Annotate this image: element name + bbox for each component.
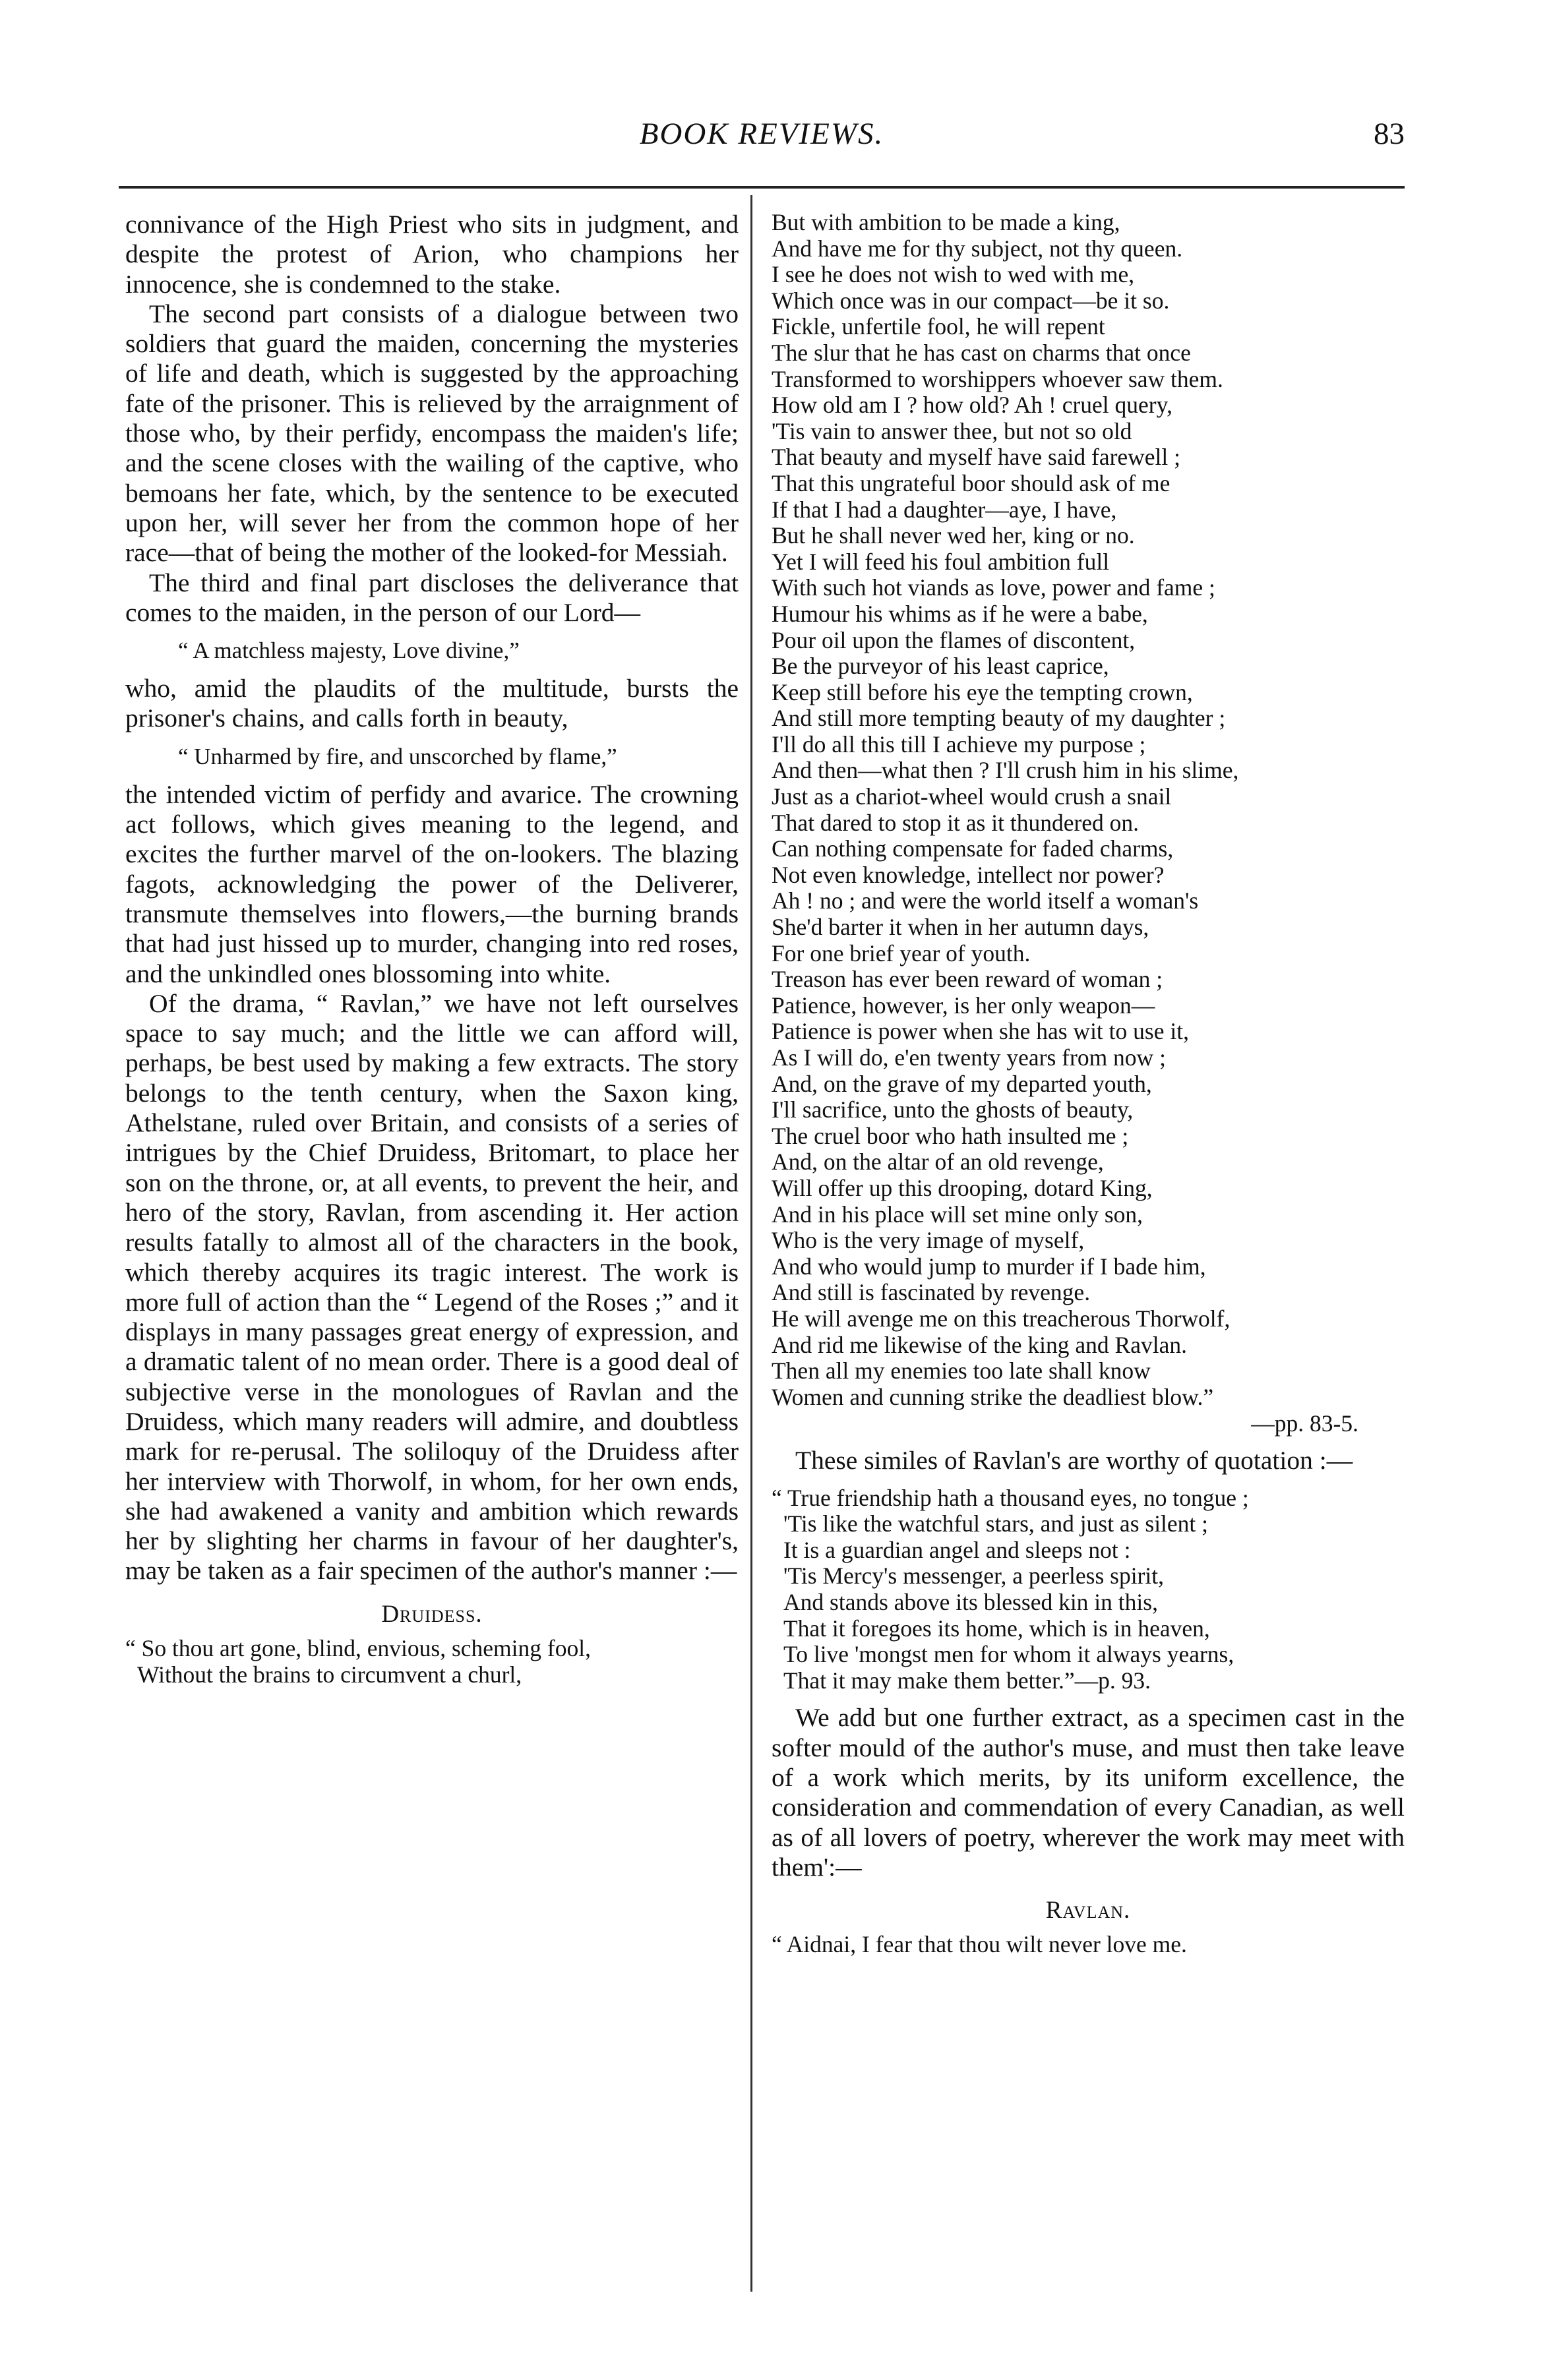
section-heading: Ravlan. <box>1045 1897 1131 1924</box>
section-heading: Druidess. <box>381 1600 483 1628</box>
verse-line: That it may make them better.”—p. 93. <box>783 1667 1151 1694</box>
verse-block <box>772 1932 1405 1958</box>
verse-line: Pour oil upon the flames of discontent, <box>772 626 1136 653</box>
verse-block <box>772 1485 1405 1694</box>
verse-line: Then all my enemies too late shall know <box>772 1357 1151 1384</box>
verse-line: Just as a chariot-wheel would crush a snail <box>772 783 1172 810</box>
verse-line: With such hot viands as love, power and fame ; <box>772 574 1215 601</box>
verse-line: And in his place will set mine only son, <box>772 1201 1143 1228</box>
verse-line: Patience is power when she has wit to use it, <box>772 1018 1189 1045</box>
verse-line: How old am I ? how old? Ah ! cruel query, <box>772 392 1172 419</box>
verse-line: Keep still before his eye the tempting crown, <box>772 678 1193 705</box>
verse-line: To live 'mongst men for whom it always yearns, <box>783 1641 1234 1668</box>
verse-line: That beauty and myself have said farewell ; <box>772 444 1181 471</box>
verse-line: If that I had a daughter—aye, I have, <box>772 496 1117 523</box>
left-column <box>125 210 739 1688</box>
verse-line: It is a guardian angel and sleeps not : <box>783 1536 1131 1563</box>
paragraph: The third and final part discloses the deliverance that comes to the maiden, in the person of our Lord— <box>125 568 739 627</box>
column-divider <box>750 195 752 2292</box>
verse-line: Patience, however, is her only weapon— <box>772 992 1155 1019</box>
verse-line: Treason has ever been reward of woman ; <box>772 966 1163 993</box>
verse-line: But with ambition to be made a king, <box>772 209 1120 235</box>
verse-line: And stands above its blessed kin in this, <box>783 1588 1158 1615</box>
verse-line: Be the purveyor of his least caprice, <box>772 653 1109 680</box>
verse-line: That dared to stop it as it thundered on. <box>772 809 1140 836</box>
verse-line: Transformed to worshippers whoever saw them. <box>772 365 1223 392</box>
verse-line: Yet I will feed his foul ambition full <box>772 548 1110 575</box>
verse-line: And still more tempting beauty of my daughter ; <box>772 705 1226 732</box>
verse-line: Fickle, unfertile fool, he will repent <box>772 313 1105 340</box>
verse-block <box>125 1636 739 1688</box>
verse-line: For one brief year of youth. <box>772 939 1031 967</box>
verse-line: And still is fascinated by revenge. <box>772 1279 1091 1306</box>
verse-line: I'll do all this till I achieve my purpose ; <box>772 730 1146 758</box>
verse-line: Humour his whims as if he were a babe, <box>772 600 1148 627</box>
verse-line: And have me for thy subject, not thy queen. <box>772 235 1183 262</box>
verse-line: And who would jump to murder if I bade him, <box>772 1253 1206 1280</box>
header-rule <box>119 186 1405 189</box>
verse-line: That this ungrateful boor should ask of me <box>772 469 1171 496</box>
verse-line: That it foregoes its home, which is in heaven, <box>783 1615 1210 1642</box>
paragraph: These similes of Ravlan's are worthy of quotation :— <box>795 1446 1353 1475</box>
verse-line: “ Aidnai, I fear that thou wilt never love me. <box>772 1931 1187 1958</box>
running-title: BOOK REVIEWS. <box>639 117 884 151</box>
verse-line: 'Tis vain to answer thee, but not so old <box>772 417 1132 444</box>
verse-line: The cruel boor who hath insulted me ; <box>772 1122 1129 1149</box>
verse-line: He will avenge me on this treacherous Thorwolf, <box>772 1305 1231 1332</box>
verse-line: I see he does not wish to wed with me, <box>772 261 1135 288</box>
verse-line: I'll sacrifice, unto the ghosts of beauty, <box>772 1096 1134 1123</box>
verse-line: Ah ! no ; and were the world itself a woman's <box>772 887 1199 914</box>
verse-line: Can nothing compensate for faded charms, <box>772 835 1174 862</box>
verse-line: And then—what then ? I'll crush him in his slime, <box>772 757 1239 784</box>
verse-line: Which once was in our compact—be it so. <box>772 287 1170 314</box>
paragraph: The second part consists of a dialogue between two soldiers that guard the maiden, concerning the mysteries of life and death, which is suggested by the approaching fate of the prisoner. This is relieved by the arraignment of those who, by their perfidy, encompass the maiden's life; and the scene closes with the wailing of the captive, who bemoans her fate, which, by the sentence to be executed upon her, will sever her from the common hope of her race—that of being the mother of the looked-for Messiah. <box>125 299 739 568</box>
verse-block <box>772 210 1405 1410</box>
verse-line: Who is the very image of myself, <box>772 1227 1085 1254</box>
verse-line: Women and cunning strike the deadliest blow.” <box>772 1383 1214 1410</box>
verse-line: 'Tis Mercy's messenger, a peerless spirit, <box>783 1562 1164 1590</box>
paragraph: the intended victim of perfidy and avarice. The crowning act follows, which gives meaning to the legend, and excites the further marvel of the on-lookers. The blazing fagots, acknowledging the power of the Deliverer, transmute themselves into flowers,—the burning brands that had just hissed up to murder, changing into red roses, and the unkindled ones blossoming into white. <box>125 779 739 988</box>
verse-line: And rid me likewise of the king and Ravlan. <box>772 1331 1187 1358</box>
citation: —pp. 83-5. <box>1251 1410 1358 1437</box>
verse-line: 'Tis like the watchful stars, and just as silent ; <box>783 1510 1209 1537</box>
right-column <box>772 210 1405 1958</box>
paragraph: Of the drama, “ Ravlan,” we have not left ourselves space to say much; and the little we can afford will, perhaps, be best used by making a few extracts. The story belongs to the tenth century, when the Saxon king, Athelstane, ruled over Britain, and consists of a series of intrigues by the Chief Druidess, Britomart, to place her son on the throne, or, at all events, to prevent the heir, and hero of the story, Ravlan, from ascending it. Her action results fatally to almost all of the characters in the book, which thereby acquires its tragic interest. The work is more full of action than the “ Legend of the Roses ;” and it displays in many passages great energy of expression, and a dramatic talent of no mean order. There is a good deal of subjective verse in the monologues of Ravlan and the Druidess, which many readers will admire, and doubtless mark for re-perusal. The soliloquy of the Druidess after her interview with Thorwolf, in whom, for her own ends, she had awakened a vanity and ambition which rewards her by slighting her charms in favour of her daughter's, may be taken as a fair specimen of the author's manner :— <box>125 988 739 1586</box>
verse-line: “ True friendship hath a thousand eyes, no tongue ; <box>772 1484 1249 1511</box>
page-header <box>119 116 1405 162</box>
verse-line: As I will do, e'en twenty years from now ; <box>772 1044 1166 1071</box>
verse-line: But he shall never wed her, king or no. <box>772 522 1135 549</box>
page-number: 83 <box>1374 117 1405 151</box>
verse-line: The slur that he has cast on charms that once <box>772 339 1191 366</box>
verse-line: Not even knowledge, intellect nor power? <box>772 861 1165 888</box>
block-quote: “ Unharmed by fire, and unscorched by flame,” <box>178 743 617 769</box>
verse-line: Will offer up this drooping, dotard King, <box>772 1174 1153 1201</box>
verse-line: Without the brains to circumvent a churl, <box>137 1661 522 1688</box>
block-quote: “ A matchless majesty, Love divine,” <box>178 638 520 664</box>
paragraph: who, amid the plaudits of the multitude, bursts the prisoner's chains, and calls forth in beauty, <box>125 674 739 733</box>
verse-line: And, on the altar of an old revenge, <box>772 1148 1104 1175</box>
verse-line: “ So thou art gone, blind, envious, scheming fool, <box>125 1635 591 1662</box>
verse-line: And, on the grave of my departed youth, <box>772 1070 1152 1097</box>
verse-line: She'd barter it when in her autumn days, <box>772 914 1149 941</box>
paragraph: We add but one further extract, as a specimen cast in the softer mould of the author's muse, and must then take leave of a work which merits, by its uniform excellence, the consideration and commendation of every Canadian, as well as of all lovers of poetry, wherever the work may meet with them':— <box>772 1703 1405 1882</box>
paragraph: connivance of the High Priest who sits in judgment, and despite the protest of Arion, who champions her innocence, she is condemned to the stake. <box>125 210 739 299</box>
